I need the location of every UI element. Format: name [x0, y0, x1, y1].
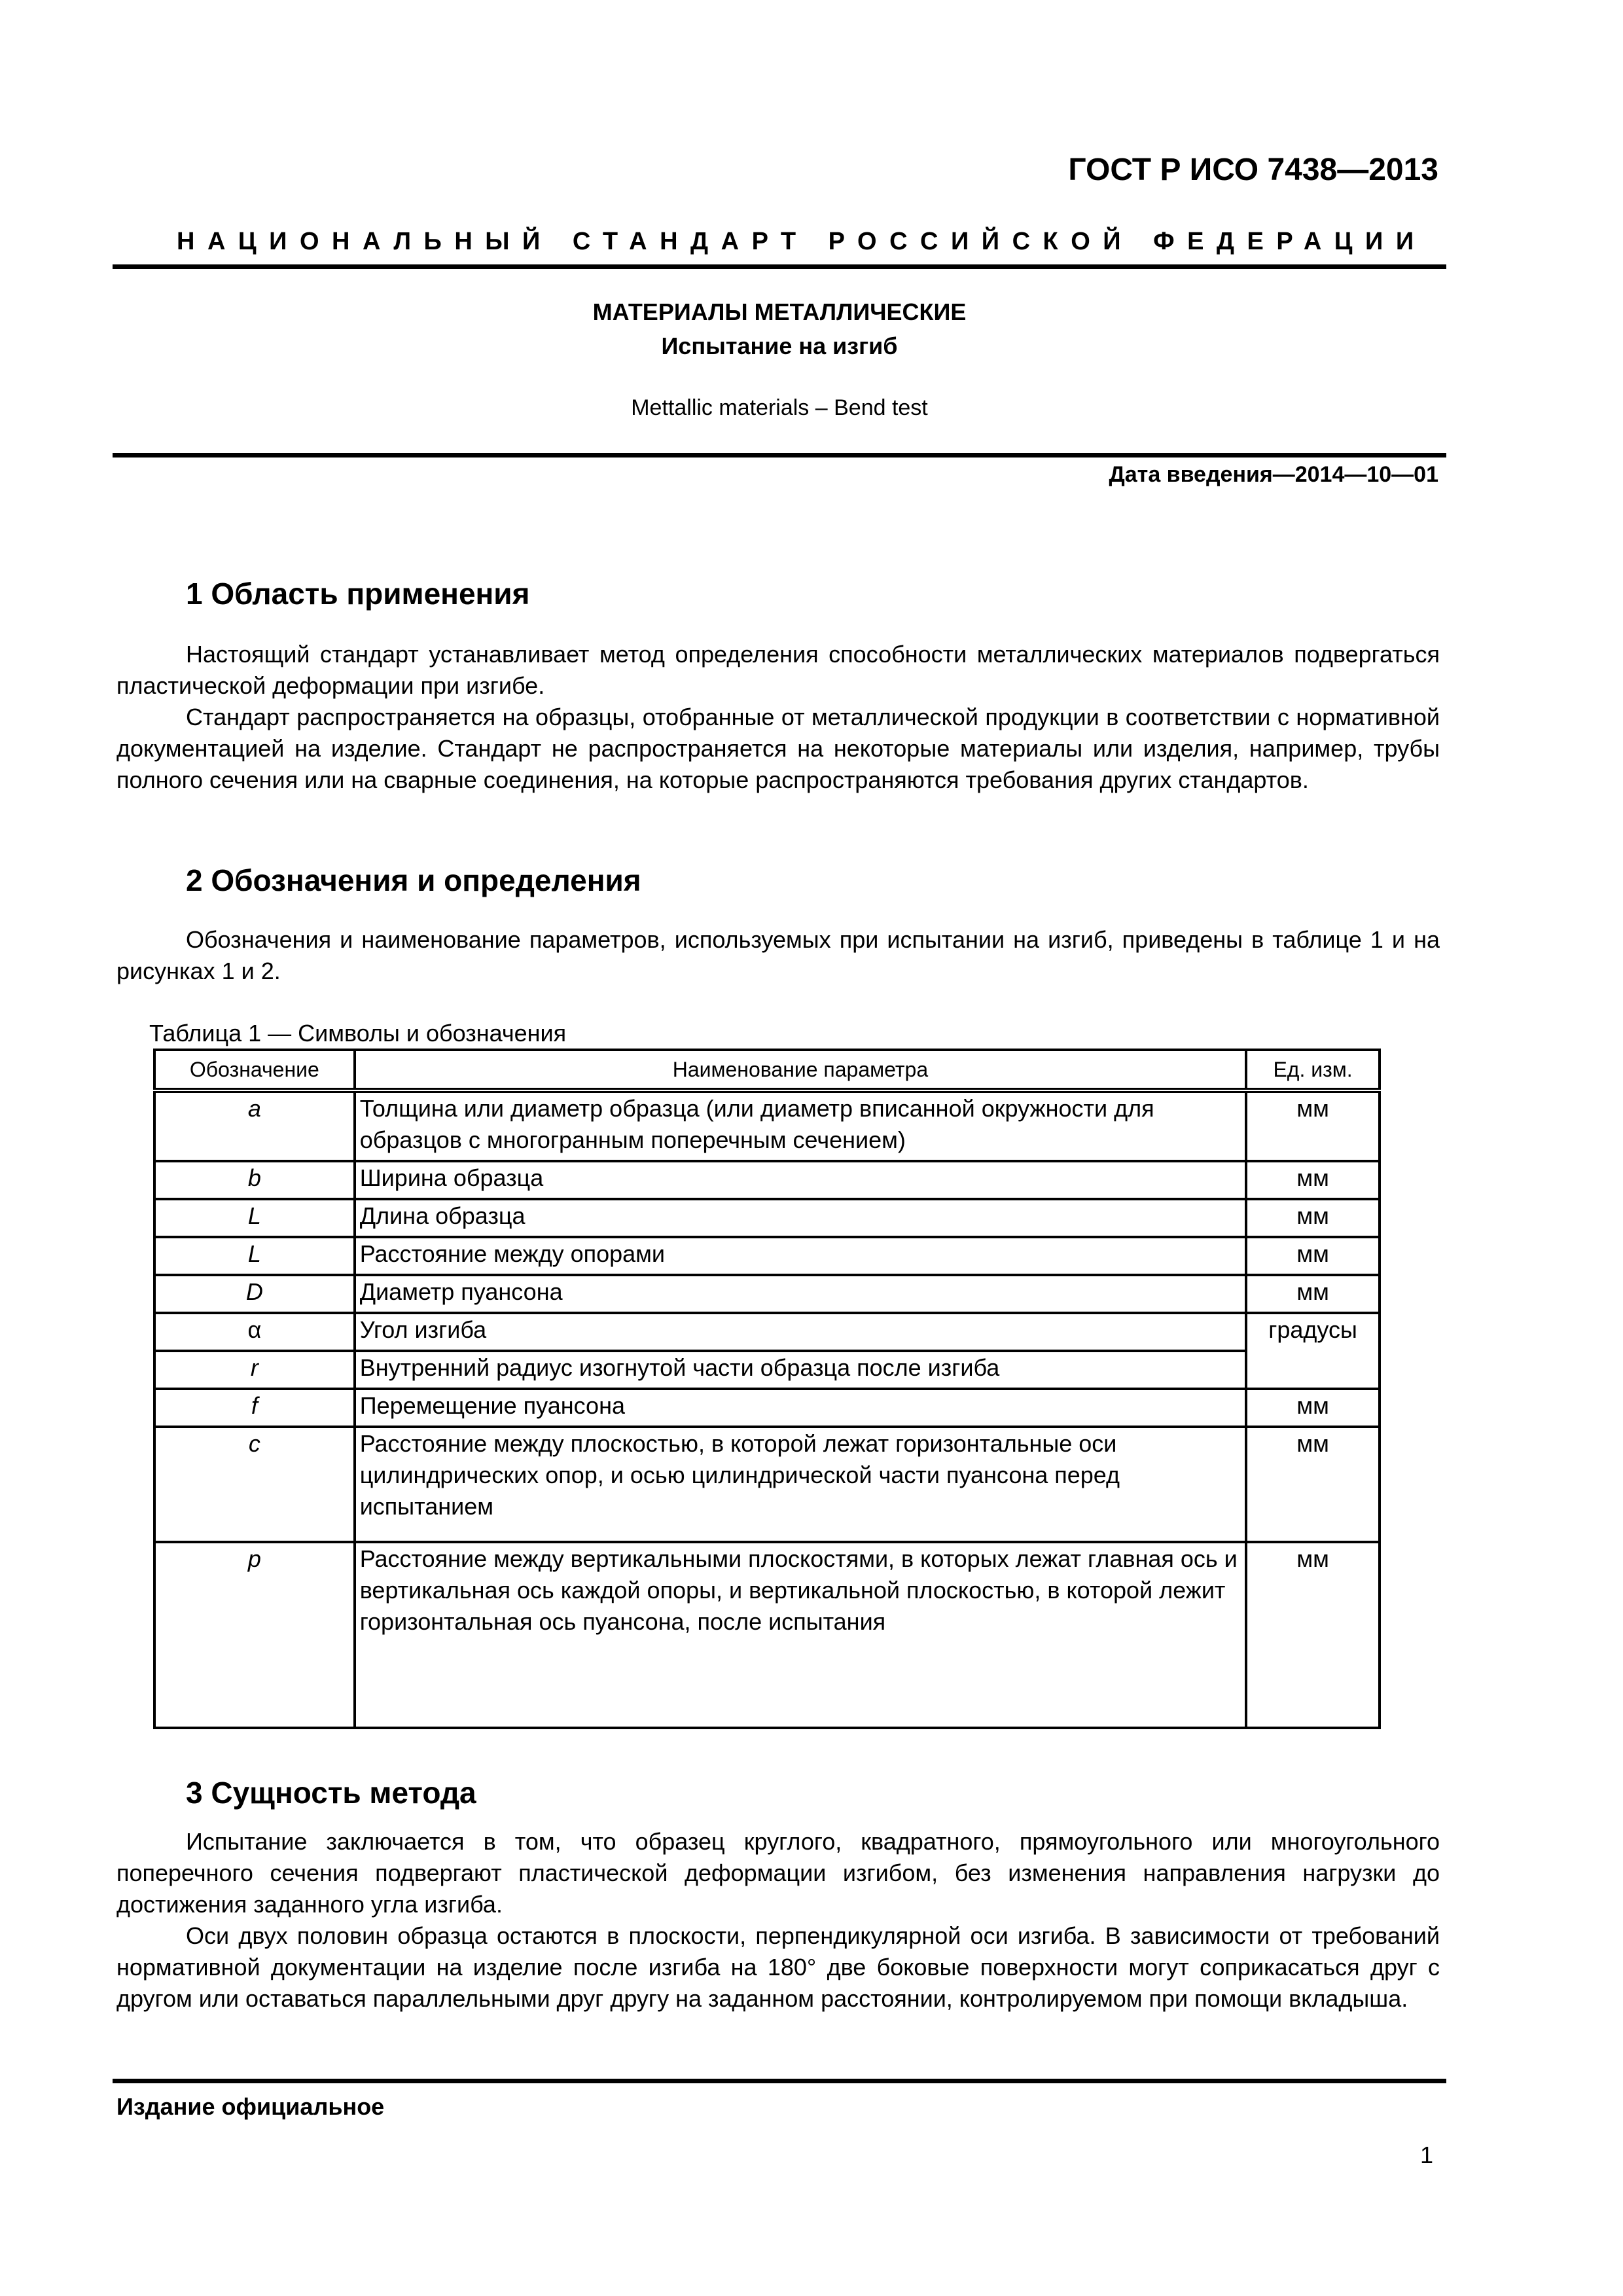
symbol-cell: f [154, 1389, 355, 1427]
section-2-paragraph-1: Обозначения и наименование параметров, используемых при испытании на изгиб, приведены в таблице 1 и на рисунках 1 и 2. [116, 926, 1440, 984]
section-3-paragraph-2: Оси двух половин образца остаются в плоскости, перпендикулярной оси изгиба. В зависимости от требований нормативной документации на изделие после изгиба на 180° две боковые поверхности могут соприкасаться друг с другом или оставаться параллельными друг другу на заданном расстоянии, контролируемом при помощи вкладыша. [116, 1922, 1440, 2012]
symbol-cell: c [154, 1427, 355, 1542]
table-row [154, 1351, 1380, 1389]
official-edition-label: Издание официальное [116, 2093, 385, 2120]
symbol-cell: α [154, 1313, 355, 1351]
page-number: 1 [1419, 2142, 1433, 2168]
symbols-table [153, 1049, 1381, 1729]
symbol-cell: b [154, 1161, 355, 1199]
symbol-cell: D [154, 1275, 355, 1313]
parameter-cell: Толщина или диаметр образца (или диаметр вписанной окружности для образцов с многогранным поперечным сечением) [355, 1090, 1246, 1161]
section-2-heading: 2 Обозначения и определения [186, 863, 641, 897]
unit-cell: мм [1246, 1275, 1380, 1313]
document-code: ГОСТ Р ИСО 7438—2013 [1068, 152, 1438, 187]
symbol-cell: L [154, 1237, 355, 1275]
section-1-paragraph-1: Настоящий стандарт устанавливает метод определения способности металлических материалов подвергаться пластической деформации при изгибе. [116, 641, 1440, 699]
parameter-cell: Расстояние между вертикальными плоскостями, в которых лежат главная ось и вертикальная ось каждой опоры, и вертикальной плоскостью, в которой лежит горизонтальная ось пуансона, после испытания [355, 1542, 1246, 1728]
section-3-paragraph-1: Испытание заключается в том, что образец круглого, квадратного, прямоугольного или многоугольного поперечного сечения подвергают пластической деформации изгибом, без изменения направления нагрузки до достижения заданного угла изгиба. [116, 1828, 1440, 1918]
unit-cell: мм [1246, 1237, 1380, 1275]
column-header-parameter: Наименование параметра [355, 1050, 1246, 1090]
table-caption: Таблица 1 — Символы и обозначения [149, 1020, 567, 1047]
section-3-heading: 3 Сущность метода [186, 1776, 476, 1810]
top-divider [113, 264, 1446, 269]
english-title: Mettallic materials – Bend test [631, 395, 928, 420]
unit-cell: мм [1246, 1199, 1380, 1237]
table-row [154, 1237, 1380, 1275]
table-row [154, 1313, 1380, 1351]
document-title: МАТЕРИАЛЫ МЕТАЛЛИЧЕСКИЕ [592, 298, 967, 325]
national-standard-banner: НАЦИОНАЛЬНЫЙ СТАНДАРТ РОССИЙСКОЙ ФЕДЕРАЦИИ [177, 228, 1427, 255]
unit-cell: мм [1246, 1389, 1380, 1427]
introduction-date: Дата введения—2014—10—01 [1109, 462, 1438, 487]
unit-cell: мм [1246, 1542, 1380, 1728]
unit-cell: градусы [1246, 1313, 1380, 1389]
table-row [154, 1542, 1380, 1728]
parameter-cell: Перемещение пуансона [355, 1389, 1246, 1427]
title-divider [113, 453, 1446, 457]
column-header-symbol: Обозначение [154, 1050, 355, 1090]
table-row [154, 1090, 1380, 1161]
table-row [154, 1427, 1380, 1542]
column-header-unit: Ед. изм. [1246, 1050, 1380, 1090]
symbol-cell: r [154, 1351, 355, 1389]
parameter-cell: Диаметр пуансона [355, 1275, 1246, 1313]
symbol-cell: L [154, 1199, 355, 1237]
parameter-cell: Ширина образца [355, 1161, 1246, 1199]
section-1-heading: 1 Область применения [186, 577, 530, 611]
symbol-cell: a [154, 1090, 355, 1161]
document-subtitle: Испытание на изгиб [661, 332, 898, 359]
table-row [154, 1199, 1380, 1237]
unit-cell: мм [1246, 1427, 1380, 1542]
table-row [154, 1389, 1380, 1427]
parameter-cell: Внутренний радиус изогнутой части образца после изгиба [355, 1351, 1246, 1389]
unit-cell: мм [1246, 1090, 1380, 1161]
table-row [154, 1275, 1380, 1313]
unit-cell: мм [1246, 1161, 1380, 1199]
table-row [154, 1161, 1380, 1199]
footer-divider [113, 2079, 1446, 2083]
symbol-cell: p [154, 1542, 355, 1728]
table-header-row [154, 1050, 1380, 1090]
section-1-paragraph-2: Стандарт распространяется на образцы, отобранные от металлической продукции в соответствии с нормативной документацией на изделие. Стандарт не распространяется на некоторые материалы или изделия, например, трубы полного сечения или на сварные соединения, на которые распространяются требования других стандартов. [116, 704, 1440, 793]
parameter-cell: Длина образца [355, 1199, 1246, 1237]
parameter-cell: Расстояние между плоскостью, в которой лежат горизонтальные оси цилиндрических опор, и осью цилиндрической части пуансона перед испытанием [355, 1427, 1246, 1542]
parameter-cell: Расстояние между опорами [355, 1237, 1246, 1275]
parameter-cell: Угол изгиба [355, 1313, 1246, 1351]
